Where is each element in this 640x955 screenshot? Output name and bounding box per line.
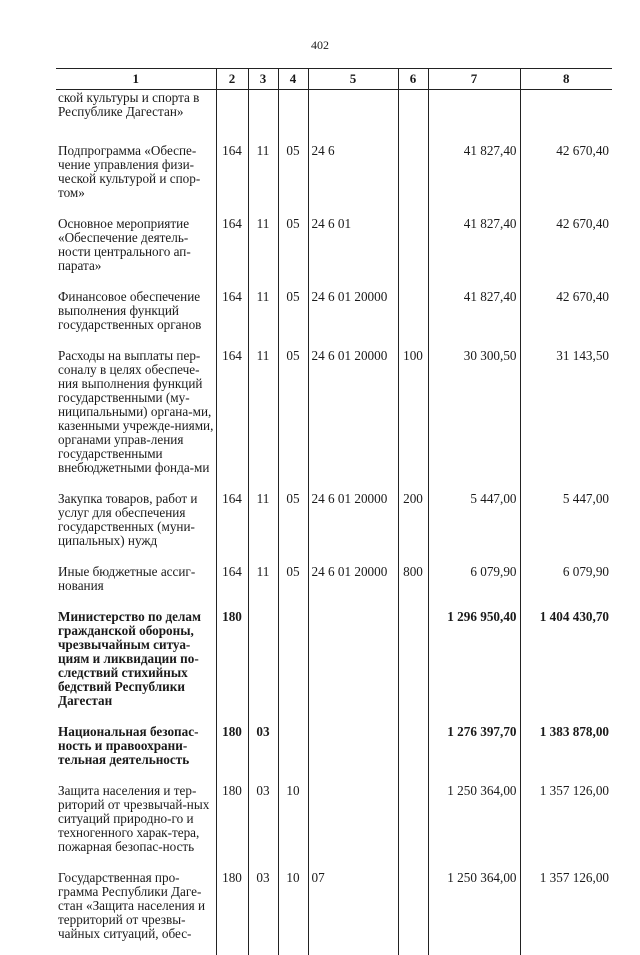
row-target-article xyxy=(308,607,398,722)
row-section: 11 xyxy=(248,287,278,346)
row-ministry-code: 164 xyxy=(216,346,248,489)
table-row xyxy=(56,214,612,287)
row-amount-year2: 1 383 878,00 xyxy=(520,722,612,781)
row-subsection: 05 xyxy=(278,489,308,562)
row-expense-type xyxy=(398,90,428,142)
row-ministry-code: 164 xyxy=(216,214,248,287)
row-section: 11 xyxy=(248,562,278,607)
table-row xyxy=(56,607,612,722)
row-amount-year2: 42 670,40 xyxy=(520,141,612,214)
header-cell: 4 xyxy=(278,69,308,90)
table-header-row xyxy=(56,69,612,90)
row-amount-year1: 1 296 950,40 xyxy=(428,607,520,722)
row-expense-type xyxy=(398,868,428,955)
row-amount-year1: 41 827,40 xyxy=(428,141,520,214)
row-subsection: 05 xyxy=(278,214,308,287)
row-name: Министерство по делам гражданской обороны, чрезвычайным ситуа-циям и ликвидации по-следствий стихийных бедствий Республики Дагестан xyxy=(56,607,216,722)
header-cell: 6 xyxy=(398,69,428,90)
row-name: Финансовое обеспечение выполнения функций государственных органов xyxy=(56,287,216,346)
row-subsection: 10 xyxy=(278,868,308,955)
row-name: Иные бюджетные ассиг-нования xyxy=(56,562,216,607)
row-ministry-code xyxy=(216,90,248,142)
row-target-article: 24 6 01 20000 xyxy=(308,287,398,346)
row-expense-type xyxy=(398,722,428,781)
row-target-article: 24 6 01 20000 xyxy=(308,562,398,607)
row-subsection: 05 xyxy=(278,141,308,214)
row-amount-year1 xyxy=(428,90,520,142)
table-body xyxy=(56,90,612,955)
row-expense-type: 800 xyxy=(398,562,428,607)
table-row xyxy=(56,781,612,868)
row-section xyxy=(248,607,278,722)
row-amount-year1: 41 827,40 xyxy=(428,214,520,287)
row-amount-year1: 1 250 364,00 xyxy=(428,781,520,868)
row-name: Подпрограмма «Обеспе-чение управления физи-ческой культурой и спор-том» xyxy=(56,141,216,214)
row-name: Закупка товаров, работ и услуг для обеспечения государственных (муни-ципальных) нужд xyxy=(56,489,216,562)
row-section: 03 xyxy=(248,781,278,868)
table-row xyxy=(56,346,612,489)
row-name: ской культуры и спорта в Республике Дагестан» xyxy=(56,90,216,142)
header-cell: 8 xyxy=(520,69,612,90)
row-ministry-code: 180 xyxy=(216,607,248,722)
row-name: Основное мероприятие «Обеспечение деятель-ности центрального ап-парата» xyxy=(56,214,216,287)
row-amount-year2: 1 357 126,00 xyxy=(520,781,612,868)
row-amount-year1: 1 250 364,00 xyxy=(428,868,520,955)
table-row xyxy=(56,868,612,955)
row-subsection: 05 xyxy=(278,287,308,346)
row-ministry-code: 164 xyxy=(216,141,248,214)
row-target-article: 24 6 xyxy=(308,141,398,214)
row-amount-year1: 1 276 397,70 xyxy=(428,722,520,781)
row-ministry-code: 180 xyxy=(216,868,248,955)
row-amount-year2: 42 670,40 xyxy=(520,214,612,287)
row-section: 03 xyxy=(248,868,278,955)
row-section: 11 xyxy=(248,489,278,562)
row-target-article: 07 xyxy=(308,868,398,955)
row-subsection xyxy=(278,90,308,142)
row-name: Защита населения и тер-риторий от чрезвычай-ных ситуаций природно-го и техногенного харак-тера, пожарная безопас-ность xyxy=(56,781,216,868)
header-cell: 5 xyxy=(308,69,398,90)
row-subsection xyxy=(278,722,308,781)
row-amount-year1: 5 447,00 xyxy=(428,489,520,562)
row-ministry-code: 164 xyxy=(216,562,248,607)
row-amount-year2: 1 357 126,00 xyxy=(520,868,612,955)
row-subsection: 05 xyxy=(278,562,308,607)
row-amount-year1: 6 079,90 xyxy=(428,562,520,607)
row-expense-type xyxy=(398,607,428,722)
row-target-article: 24 6 01 xyxy=(308,214,398,287)
row-amount-year2: 42 670,40 xyxy=(520,287,612,346)
table-row xyxy=(56,141,612,214)
header-cell: 3 xyxy=(248,69,278,90)
budget-table xyxy=(56,68,612,955)
row-target-article xyxy=(308,781,398,868)
row-target-article: 24 6 01 20000 xyxy=(308,346,398,489)
row-section xyxy=(248,90,278,142)
table-row xyxy=(56,90,612,142)
row-name: Расходы на выплаты пер-соналу в целях обеспече-ния выполнения функций государственными (му-ниципальными) органа-ми, казенными учрежде-ниями, органами управ-ления государственными внебюджетными фонда-ми xyxy=(56,346,216,489)
row-target-article: 24 6 01 20000 xyxy=(308,489,398,562)
table-row xyxy=(56,287,612,346)
header-cell: 7 xyxy=(428,69,520,90)
header-cell: 1 xyxy=(56,69,216,90)
row-section: 11 xyxy=(248,346,278,489)
row-ministry-code: 164 xyxy=(216,489,248,562)
row-target-article xyxy=(308,90,398,142)
row-section: 03 xyxy=(248,722,278,781)
table-row xyxy=(56,722,612,781)
row-subsection: 10 xyxy=(278,781,308,868)
row-amount-year2: 31 143,50 xyxy=(520,346,612,489)
row-ministry-code: 180 xyxy=(216,722,248,781)
row-expense-type: 100 xyxy=(398,346,428,489)
row-section: 11 xyxy=(248,141,278,214)
row-amount-year2: 5 447,00 xyxy=(520,489,612,562)
table-row xyxy=(56,489,612,562)
row-subsection xyxy=(278,607,308,722)
row-target-article xyxy=(308,722,398,781)
row-amount-year2 xyxy=(520,90,612,142)
row-expense-type xyxy=(398,141,428,214)
row-expense-type xyxy=(398,287,428,346)
row-amount-year2: 1 404 430,70 xyxy=(520,607,612,722)
row-amount-year1: 30 300,50 xyxy=(428,346,520,489)
row-amount-year1: 41 827,40 xyxy=(428,287,520,346)
row-expense-type xyxy=(398,781,428,868)
row-amount-year2: 6 079,90 xyxy=(520,562,612,607)
row-ministry-code: 164 xyxy=(216,287,248,346)
row-ministry-code: 180 xyxy=(216,781,248,868)
table-row xyxy=(56,562,612,607)
page-number: 402 xyxy=(0,38,640,53)
row-section: 11 xyxy=(248,214,278,287)
row-expense-type xyxy=(398,214,428,287)
row-name: Национальная безопас-ность и правоохрани-тельная деятельность xyxy=(56,722,216,781)
row-subsection: 05 xyxy=(278,346,308,489)
row-expense-type: 200 xyxy=(398,489,428,562)
row-name: Государственная про-грамма Республики Даге-стан «Защита населения и территорий от чрезвы-чайных ситуаций, обес- xyxy=(56,868,216,955)
header-cell: 2 xyxy=(216,69,248,90)
